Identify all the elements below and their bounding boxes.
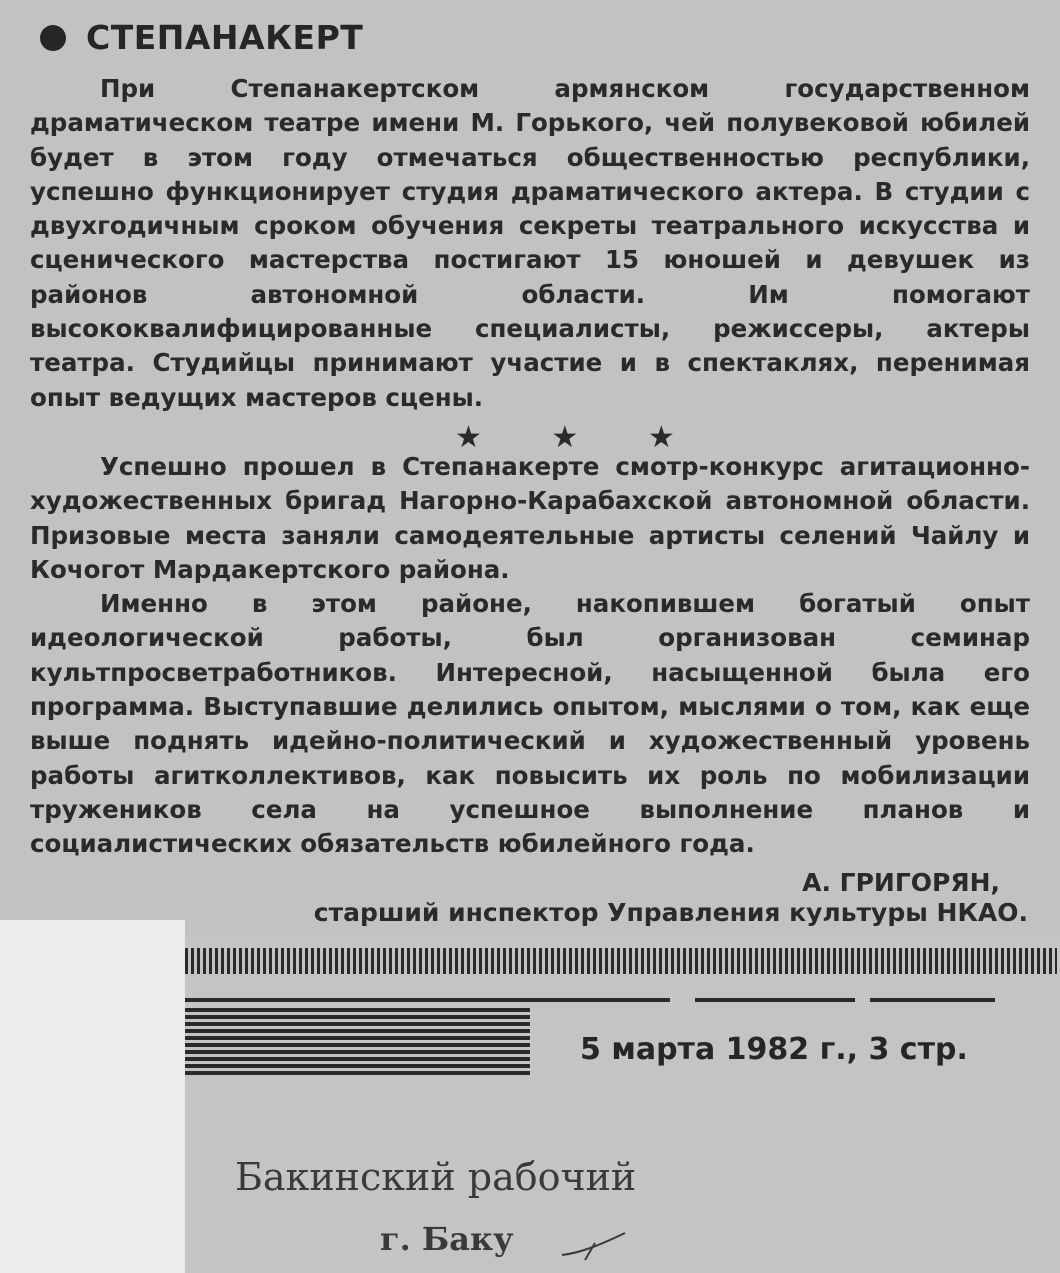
divider-line — [185, 998, 670, 1002]
divider-line — [695, 998, 855, 1002]
headline-text: СТЕПАНАКЕРТ — [86, 18, 364, 57]
striped-block — [185, 1008, 530, 1078]
city-stamp: г. Баку — [380, 1220, 514, 1258]
publication-date: 5 марта 1982 г., 3 стр. — [580, 1032, 968, 1067]
article-paragraph: Успешно прошел в Степанакерте смотр-конкурс агитационно-художественных бригад Нагорно-Карабахской автономной области. Призовые места заняли самодеятельные артисты селений Чайлу и Кочогот Мардакертского района. — [30, 452, 1030, 584]
article-body-2 — [30, 450, 1030, 862]
article-paragraph: Именно в этом районе, накопившем богатый опыт идеологической работы, был организован семинар культпросветработников. Интересной, насыщенной была его программа. Выступавшие делились опытом, мыслями о том, как еще выше поднять идейно-политический и художественный уровень работы агитколлективов, как повысить их роль по мобилизации тружеников села на успешное выполнение планов и социалистических обязательств юбилейного года. — [30, 589, 1030, 859]
pen-mark-icon — [560, 1225, 630, 1265]
author-name: А. ГРИГОРЯН, — [802, 868, 1000, 897]
article-paragraph: При Степанакертском армянском государственном драматическом театре имени М. Горького, чей полувековой юбилей будет в этом году отмечаться общественностью республики, успешно функционирует студия драматического актера. В студии с двухгодичным сроком обучения секреты театрального искусства и сценического мастерства постигают 15 юношей и девушек из районов автономной области. Им помогают высококвалифицированные специалисты, режиссеры, актеры театра. Студийцы принимают участие и в спектаклях, перенимая опыт ведущих мастеров сцены. — [30, 74, 1030, 412]
hatched-divider — [185, 948, 1057, 974]
bullet-icon — [40, 25, 66, 51]
newspaper-name-stamp: Бакинский рабочий — [235, 1155, 637, 1199]
author-role: старший инспектор Управления культуры НКАО. — [313, 898, 1028, 927]
article-headline — [40, 18, 363, 57]
section-separator-stars: ★ ★ ★ — [455, 420, 705, 455]
divider-line — [870, 998, 995, 1002]
paper-background-patch — [0, 920, 185, 1273]
clipping-lower-area — [185, 935, 1060, 1273]
article-body-1 — [30, 72, 1030, 415]
